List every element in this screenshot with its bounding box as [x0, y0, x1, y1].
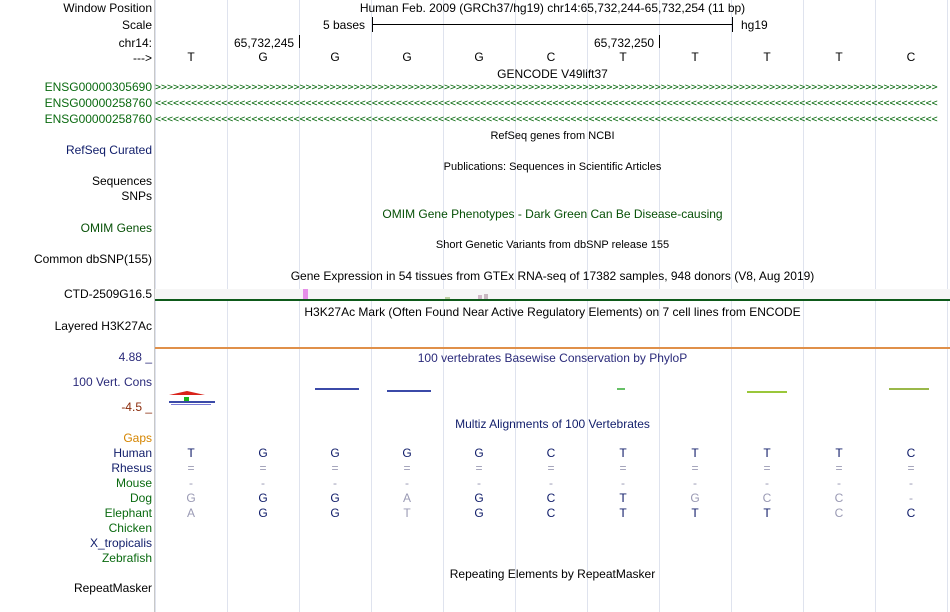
multiz-aligned-base: =: [907, 461, 915, 475]
phylop-score-mark-2: [184, 397, 189, 401]
gtex-track-title: Gene Expression in 54 tissues from GTEx RNA-seq of 17382 samples, 948 donors (V8, Aug 2019): [290, 269, 815, 283]
multiz-species-label[interactable]: Zebrafish: [101, 551, 152, 565]
reference-base: G: [474, 50, 484, 64]
multiz-species-label[interactable]: X_tropicalis: [89, 536, 152, 550]
multiz-species-label[interactable]: Chicken: [108, 521, 152, 535]
multiz-aligned-base: C: [762, 491, 772, 505]
h3k27ac-signal-line: [155, 347, 950, 349]
multiz-aligned-base: A: [186, 506, 195, 520]
multiz-aligned-base: T: [691, 446, 699, 460]
gencode-gene-feature-3[interactable]: <<<<<<<<<<<<<<<<<<<<<<<<<<<<<<<<<<<<<<<<<<<<<<<<<<<<<<<<<<<<<<<<<<<<<<<<<<<<<<<<<<<<<<<<<<<<<<<<<<<<<<<<<<<<<<<<<<<<<<<<<<<<<<<<<<: [155, 114, 938, 125]
multiz-aligned-base: T: [403, 506, 411, 520]
multiz-aligned-base: G: [330, 506, 340, 520]
refseq-track-title: RefSeq genes from NCBI: [490, 130, 615, 142]
strand-arrow-label: --->: [133, 51, 152, 65]
multiz-aligned-base: -: [909, 491, 913, 505]
multiz-aligned-base: -: [549, 476, 553, 490]
window-position-text: Human Feb. 2009 (GRCh37/hg19) chr14:65,732,244-65,732,254 (11 bp): [359, 1, 746, 15]
refseq-track-label[interactable]: RefSeq Curated: [65, 143, 152, 157]
multiz-aligned-base: C: [906, 506, 916, 520]
reference-base: G: [330, 50, 340, 64]
ruler-tick-1: [299, 35, 300, 48]
phylop-score-mark-5: [315, 388, 359, 390]
multiz-aligned-base: T: [619, 491, 627, 505]
multiz-aligned-base: G: [690, 491, 700, 505]
conservation-min-label: -4.5 _: [121, 400, 152, 414]
phylop-score-mark-4: [171, 404, 211, 405]
reference-base: T: [619, 50, 627, 64]
multiz-track-title: Multiz Alignments of 100 Vertebrates: [455, 417, 650, 431]
window-position-label: Window Position: [63, 1, 152, 15]
multiz-aligned-base: -: [261, 476, 265, 490]
reference-base: T: [691, 50, 699, 64]
multiz-aligned-base: -: [909, 476, 913, 490]
multiz-aligned-base: A: [402, 491, 411, 505]
phylop-score-mark-8: [747, 391, 787, 393]
multiz-aligned-base: -: [405, 476, 409, 490]
publications-track-title: Publications: Sequences in Scientific Articles: [443, 161, 662, 173]
multiz-aligned-base: G: [330, 491, 340, 505]
gencode-gene-label-3[interactable]: ENSG00000258760: [44, 112, 152, 126]
scale-label: Scale: [121, 18, 152, 32]
gtex-baseline: [155, 299, 950, 301]
omim-track-label[interactable]: OMIM Genes: [80, 221, 152, 235]
multiz-aligned-base: -: [693, 476, 697, 490]
multiz-aligned-base: G: [474, 446, 484, 460]
dbsnp-track-title: Short Genetic Variants from dbSNP release 155: [435, 239, 670, 251]
multiz-aligned-base: G: [474, 506, 484, 520]
reference-base: T: [835, 50, 843, 64]
gencode-track-title: GENCODE V49lift37: [497, 67, 608, 81]
gencode-gene-label-1[interactable]: ENSG00000305690: [44, 80, 152, 94]
multiz-aligned-base: -: [837, 476, 841, 490]
multiz-aligned-base: =: [259, 461, 267, 475]
reference-base: C: [906, 50, 916, 64]
repeatmasker-track-label[interactable]: RepeatMasker: [73, 581, 152, 595]
multiz-aligned-base: G: [330, 446, 340, 460]
multiz-species-label[interactable]: Mouse: [115, 476, 152, 490]
multiz-aligned-base: G: [258, 506, 268, 520]
gaps-label: Gaps: [123, 431, 152, 445]
omim-track-title: OMIM Gene Phenotypes - Dark Green Can Be Disease-causing: [382, 207, 723, 221]
gtex-track-label[interactable]: CTD-2509G16.5: [63, 287, 152, 301]
multiz-aligned-base: G: [402, 446, 412, 460]
phylop-score-mark-7: [617, 388, 625, 390]
conservation-max-label: 4.88 _: [118, 350, 152, 364]
reference-base: T: [187, 50, 195, 64]
multiz-aligned-base: =: [619, 461, 627, 475]
multiz-aligned-base: T: [619, 446, 627, 460]
multiz-aligned-base: -: [477, 476, 481, 490]
scale-bar: [372, 24, 733, 25]
reference-base: C: [546, 50, 556, 64]
gtex-bar-1[interactable]: [303, 289, 308, 299]
multiz-aligned-base: T: [619, 506, 627, 520]
multiz-aligned-base: G: [258, 446, 268, 460]
phylop-score-mark-9: [889, 388, 929, 390]
multiz-aligned-base: G: [186, 491, 196, 505]
multiz-aligned-base: -: [333, 476, 337, 490]
multiz-aligned-base: -: [189, 476, 193, 490]
multiz-aligned-base: =: [691, 461, 699, 475]
multiz-species-label[interactable]: Human: [113, 446, 152, 460]
multiz-aligned-base: =: [187, 461, 195, 475]
multiz-aligned-base: =: [547, 461, 555, 475]
multiz-aligned-base: =: [475, 461, 483, 475]
h3k27ac-track-title: H3K27Ac Mark (Often Found Near Active Regulatory Elements) on 7 cell lines from ENCODE: [304, 305, 801, 319]
h3k27ac-track-label[interactable]: Layered H3K27Ac: [54, 319, 152, 333]
genome-browser-track-image[interactable]: [155, 0, 950, 612]
multiz-aligned-base: G: [258, 491, 268, 505]
multiz-aligned-base: =: [763, 461, 771, 475]
publications-snps-label[interactable]: SNPs: [121, 189, 152, 203]
phylop-score-mark-1: [169, 391, 205, 395]
ruler-tick-label-1: 65,732,245: [234, 36, 295, 50]
conservation-track-label[interactable]: 100 Vert. Cons: [72, 375, 152, 389]
ruler-tick-label-2: 65,732,250: [594, 36, 655, 50]
multiz-aligned-base: C: [546, 506, 556, 520]
publications-sequences-label[interactable]: Sequences: [91, 174, 152, 188]
ruler-tick-2: [659, 35, 660, 48]
reference-base: G: [402, 50, 412, 64]
multiz-aligned-base: -: [621, 476, 625, 490]
gencode-gene-feature-2[interactable]: <<<<<<<<<<<<<<<<<<<<<<<<<<<<<<<<<<<<<<<<<<<<<<<<<<<<<<<<<<<<<<<<<<<<<<<<<<<<<<<<<<<<<<<<<<<<<<<<<<<<<<<<<<<<<<<<<<<<<<<<<<<<<<<<<<: [155, 98, 938, 109]
multiz-aligned-base: -: [765, 476, 769, 490]
chromosome-label: chr14:: [118, 36, 152, 50]
conservation-track-title: 100 vertebrates Basewise Conservation by PhyloP: [417, 351, 688, 365]
multiz-aligned-base: =: [331, 461, 339, 475]
conservation-plot[interactable]: [155, 368, 950, 413]
multiz-species-label[interactable]: Dog: [129, 491, 152, 505]
multiz-aligned-base: C: [546, 491, 556, 505]
assembly-name: hg19: [741, 18, 768, 32]
gencode-gene-label-2[interactable]: ENSG00000258760: [44, 96, 152, 110]
multiz-aligned-base: T: [763, 506, 771, 520]
phylop-score-mark-6: [387, 390, 431, 392]
dbsnp-track-label[interactable]: Common dbSNP(155): [33, 252, 152, 266]
multiz-aligned-base: G: [474, 491, 484, 505]
reference-base: G: [258, 50, 268, 64]
multiz-species-label[interactable]: Rhesus: [111, 461, 152, 475]
multiz-aligned-base: C: [906, 446, 916, 460]
phylop-score-mark-3: [169, 401, 215, 403]
repeatmasker-track-title: Repeating Elements by RepeatMasker: [449, 567, 656, 581]
multiz-aligned-base: C: [834, 506, 844, 520]
scale-text: 5 bases: [323, 18, 366, 32]
multiz-aligned-base: T: [763, 446, 771, 460]
multiz-aligned-base: T: [835, 446, 843, 460]
multiz-aligned-base: =: [403, 461, 411, 475]
multiz-aligned-base: C: [546, 446, 556, 460]
track-labels-column: [0, 0, 154, 612]
multiz-aligned-base: C: [834, 491, 844, 505]
gencode-gene-feature-1[interactable]: >>>>>>>>>>>>>>>>>>>>>>>>>>>>>>>>>>>>>>>>>>>>>>>>>>>>>>>>>>>>>>>>>>>>>>>>>>>>>>>>>>>>>>>>>>>>>>>>>>>>>>>>>>>>>>>>>>>>>>>>>>>>>>>>>>: [155, 82, 938, 93]
multiz-aligned-base: T: [691, 506, 699, 520]
multiz-species-label[interactable]: Elephant: [104, 506, 152, 520]
multiz-aligned-base: =: [835, 461, 843, 475]
scale-bar-right-tick: [732, 17, 733, 32]
reference-base: T: [763, 50, 771, 64]
multiz-aligned-base: T: [187, 446, 195, 460]
